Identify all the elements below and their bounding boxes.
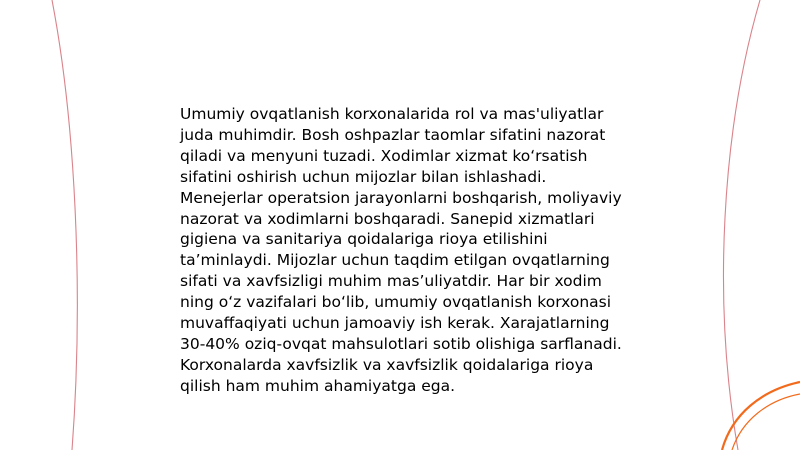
orange-arc [722,382,800,450]
slide-body-text: Umumiy ovqatlanish korxonalarida rol va mas'uliyatlar juda muhimdir. Bosh oshpazlar taomlar sifatini nazorat qiladi va menyuni tuzadi. Xodimlar xizmat koʻrsatish sifatini oshirish uchun mijozlar bilan ishlashadi. Menejerlar operatsion jarayonlarni boshqarish, moliyaviy nazorat va xodimlarni boshqaradi. Sanepid xizmatlari gigiena va sanitariya qoidalariga rioya etilishini taʼminlaydi. Mijozlar uchun taqdim etilgan ovqatlarning sifati va xavfsizligi muhim masʼuliyatdir. Har bir xodim ning oʻz vazifalari boʻlib, umumiy ovqatlanish korxonasi muvaffaqiyati uchun jamoaviy ish kerak. Xarajatlarning 30-40% oziq-ovqat mahsulotlari sotib olishiga sarflanadi. Korxonalarda xavfsizlik va xavfsizlik qoidalariga rioya qilish ham muhim ahamiyatga ega. [180,105,622,395]
left-curve [52,0,77,450]
orange-arc-inner [732,394,800,450]
right-curve [724,0,760,450]
